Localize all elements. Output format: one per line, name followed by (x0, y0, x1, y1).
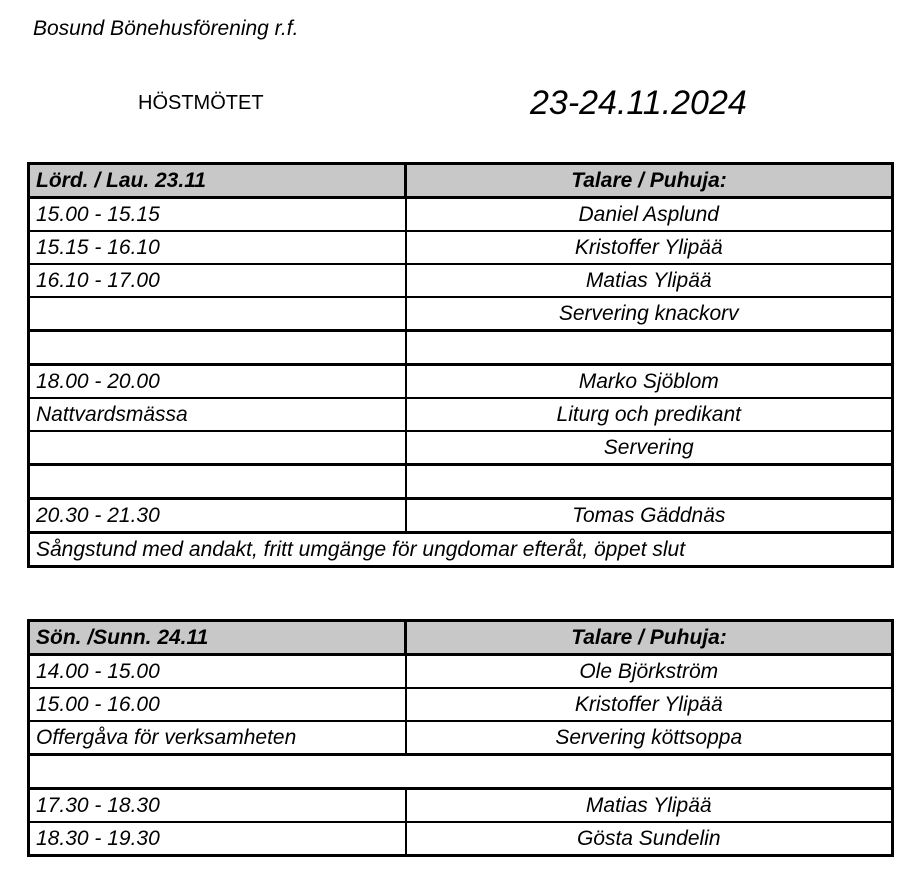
table-row (29, 688, 893, 721)
speaker-header: Talare / Puhuja: (406, 621, 893, 655)
table-row (29, 822, 893, 856)
time-cell: 18.00 - 20.00 (29, 365, 406, 399)
table-row (29, 431, 893, 465)
table-row (29, 755, 893, 789)
footer-note: Sångstund med andakt, fritt umgänge för ungdomar efteråt, öppet slut (29, 533, 893, 567)
time-cell (29, 297, 406, 331)
table-header-row (29, 164, 893, 198)
speaker-cell: Kristoffer Ylipää (406, 231, 893, 264)
time-cell: 16.10 - 17.00 (29, 264, 406, 297)
table-row (29, 789, 893, 823)
blank-row (29, 755, 893, 789)
speaker-cell: Matias Ylipää (406, 789, 893, 823)
organization-name: Bosund Bönehusförening r.f. (33, 17, 299, 40)
table-row (29, 655, 893, 689)
speaker-cell: Tomas Gäddnäs (406, 499, 893, 533)
speaker-cell: Daniel Asplund (406, 198, 893, 232)
time-cell: Nattvardsmässa (29, 398, 406, 431)
time-cell: 17.30 - 18.30 (29, 789, 406, 823)
speaker-cell: Gösta Sundelin (406, 822, 893, 856)
saturday-schedule-table (27, 162, 894, 568)
meeting-title: HÖSTMÖTET (138, 92, 264, 114)
table-row (29, 198, 893, 232)
time-cell: 15.15 - 16.10 (29, 231, 406, 264)
speaker-header: Talare / Puhuja: (406, 164, 893, 198)
time-cell: 15.00 - 16.00 (29, 688, 406, 721)
time-cell (29, 431, 406, 465)
speaker-cell: Servering knackorv (406, 297, 893, 331)
table-row (29, 264, 893, 297)
table-row (29, 331, 893, 365)
speaker-cell: Marko Sjöblom (406, 365, 893, 399)
speaker-cell: Servering (406, 431, 893, 465)
table-row (29, 231, 893, 264)
table-row (29, 465, 893, 499)
day-header: Lörd. / Lau. 23.11 (29, 164, 406, 198)
time-cell: Offergåva för verksamheten (29, 721, 406, 755)
meeting-date: 23-24.11.2024 (530, 84, 747, 122)
time-cell (29, 331, 406, 365)
speaker-cell: Servering köttsoppa (406, 721, 893, 755)
speaker-cell: Kristoffer Ylipää (406, 688, 893, 721)
time-cell: 15.00 - 15.15 (29, 198, 406, 232)
table-row (29, 365, 893, 399)
table-row (29, 499, 893, 533)
time-cell: 14.00 - 15.00 (29, 655, 406, 689)
time-cell: 20.30 - 21.30 (29, 499, 406, 533)
speaker-cell: Liturg och predikant (406, 398, 893, 431)
table-row (29, 721, 893, 755)
table-row (29, 398, 893, 431)
table-header-row (29, 621, 893, 655)
table-row (29, 533, 893, 567)
table-row (29, 297, 893, 331)
sunday-schedule-table (27, 619, 894, 857)
time-cell (29, 465, 406, 499)
speaker-cell (406, 465, 893, 499)
speaker-cell: Ole Björkström (406, 655, 893, 689)
speaker-cell (406, 331, 893, 365)
time-cell: 18.30 - 19.30 (29, 822, 406, 856)
day-header: Sön. /Sunn. 24.11 (29, 621, 406, 655)
speaker-cell: Matias Ylipää (406, 264, 893, 297)
